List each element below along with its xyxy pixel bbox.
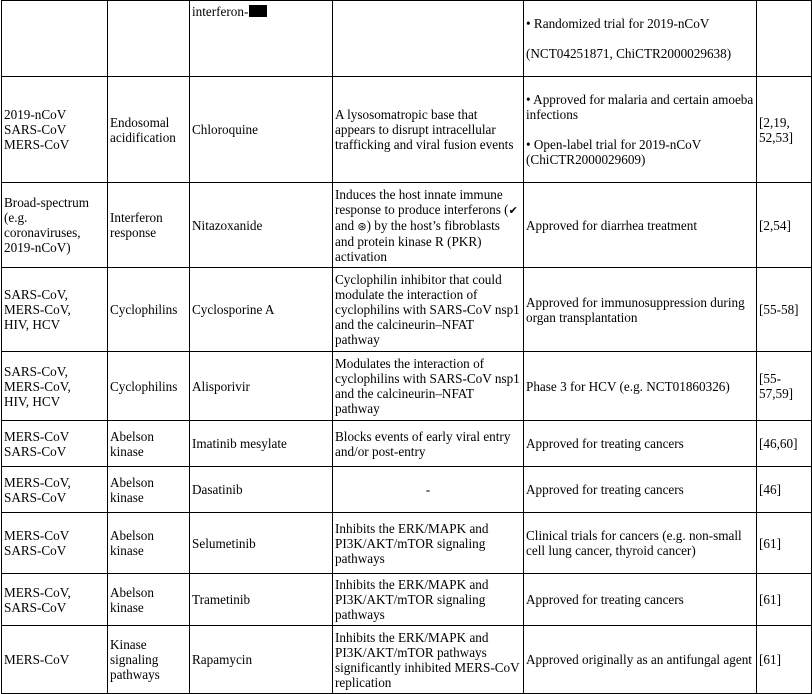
- status-cell: Approved for treating cancers: [524, 467, 757, 513]
- drug-cell: Chloroquine: [190, 77, 333, 183]
- interferon-symbol-icon: ⊛: [357, 219, 367, 233]
- virus-cell: MERS-CoV: [2, 626, 108, 694]
- table-row: [2, 467, 812, 513]
- target-cell: Abelson kinase: [108, 421, 190, 467]
- target-cell: Cyclophilins: [108, 268, 190, 352]
- mechanism-cell: Inhibits the ERK/MAPK and PI3K/AKT/mTOR signaling pathways: [333, 513, 524, 574]
- table-row: [2, 352, 812, 421]
- table-row: [2, 183, 812, 268]
- mechanism-cell: A lysosomatropic base that appears to disrupt intracellular trafficking and viral fusion events: [333, 77, 524, 183]
- target-cell: Abelson kinase: [108, 513, 190, 574]
- drug-cell: Trametinib: [190, 574, 333, 626]
- virus-cell: MERS-CoV SARS-CoV: [2, 513, 108, 574]
- mechanism-cell: Inhibits the ERK/MAPK and PI3K/AKT/mTOR signaling pathways: [333, 574, 524, 626]
- mechanism-cell: [333, 1, 524, 77]
- status-cell: Approved originally as an antifungal agent: [524, 626, 757, 694]
- target-cell: Endosomal acidification: [108, 77, 190, 183]
- mechanism-cell: Blocks events of early viral entry and/or post-entry: [333, 421, 524, 467]
- refs-cell: [757, 1, 812, 77]
- status-cell: Approved for treating cancers: [524, 574, 757, 626]
- drug-cell: Selumetinib: [190, 513, 333, 574]
- redacted-mark: [249, 5, 267, 17]
- table-row: [2, 421, 812, 467]
- drug-cell: Imatinib mesylate: [190, 421, 333, 467]
- virus-cell: MERS-CoV, SARS-CoV: [2, 467, 108, 513]
- virus-cell: Broad-spectrum (e.g. coronaviruses, 2019-nCoV): [2, 183, 108, 268]
- table-row: [2, 574, 812, 626]
- virus-cell: SARS-CoV, MERS-CoV, HIV, HCV: [2, 268, 108, 352]
- status-cell: Approved for immunosuppression during organ transplantation: [524, 268, 757, 352]
- table-row: [2, 513, 812, 574]
- refs-cell: [2,54]: [757, 183, 812, 268]
- target-cell: Kinase signaling pathways: [108, 626, 190, 694]
- drug-cell: Alisporivir: [190, 352, 333, 421]
- mechanism-cell: -: [333, 467, 524, 513]
- refs-cell: [46,60]: [757, 421, 812, 467]
- virus-cell: MERS-CoV, SARS-CoV: [2, 574, 108, 626]
- check-icon: ✔: [508, 203, 518, 217]
- refs-cell: [61]: [757, 574, 812, 626]
- status-cell: Approved for treating cancers: [524, 421, 757, 467]
- refs-cell: [61]: [757, 513, 812, 574]
- virus-cell: SARS-CoV, MERS-CoV, HIV, HCV: [2, 352, 108, 421]
- mechanism-cell: Cyclophilin inhibitor that could modulate the interaction of cyclophilins with SARS-CoV nsp1 and the calcineurin–NFAT pathway: [333, 268, 524, 352]
- drug-cell: Cyclosporine A: [190, 268, 333, 352]
- virus-cell: 2019-nCoV SARS-CoV MERS-CoV: [2, 77, 108, 183]
- refs-cell: [55-58]: [757, 268, 812, 352]
- status-cell: • Approved for malaria and certain amoeba infections • Open-label trial for 2019-nCoV (ChiCTR2000029609): [524, 77, 757, 183]
- table-row: [2, 626, 812, 694]
- status-cell: • Randomized trial for 2019-nCoV (NCT04251871, ChiCTR2000029638): [524, 1, 757, 77]
- target-cell: [108, 1, 190, 77]
- table-row: [2, 77, 812, 183]
- status-cell: Phase 3 for HCV (e.g. NCT01860326): [524, 352, 757, 421]
- refs-cell: [2,19, 52,53]: [757, 77, 812, 183]
- mechanism-cell: Inhibits the ERK/MAPK and PI3K/AKT/mTOR pathways significantly inhibited MERS-CoV replication: [333, 626, 524, 694]
- drug-cell: Rapamycin: [190, 626, 333, 694]
- status-cell: Clinical trials for cancers (e.g. non-small cell lung cancer, thyroid cancer): [524, 513, 757, 574]
- mechanism-cell: Modulates the interaction of cyclophilins with SARS-CoV nsp1 and the calcineurin–NFAT pathway: [333, 352, 524, 421]
- status-cell: Approved for diarrhea treatment: [524, 183, 757, 268]
- target-cell: Abelson kinase: [108, 574, 190, 626]
- mechanism-cell: Induces the host innate immune response to produce interferons (✔ and ⊛) by the host’s fibroblasts and protein kinase R (PKR) activation: [333, 183, 524, 268]
- antiviral-drug-table: [1, 0, 812, 694]
- target-cell: Cyclophilins: [108, 352, 190, 421]
- virus-cell: MERS-CoV SARS-CoV: [2, 421, 108, 467]
- refs-cell: [61]: [757, 626, 812, 694]
- drug-cell: Dasatinib: [190, 467, 333, 513]
- table-row: [2, 1, 812, 77]
- table-row: [2, 268, 812, 352]
- virus-cell: [2, 1, 108, 77]
- refs-cell: [46]: [757, 467, 812, 513]
- target-cell: Abelson kinase: [108, 467, 190, 513]
- drug-cell: interferon-: [190, 1, 333, 77]
- target-cell: Interferon response: [108, 183, 190, 268]
- drug-cell: Nitazoxanide: [190, 183, 333, 268]
- refs-cell: [55- 57,59]: [757, 352, 812, 421]
